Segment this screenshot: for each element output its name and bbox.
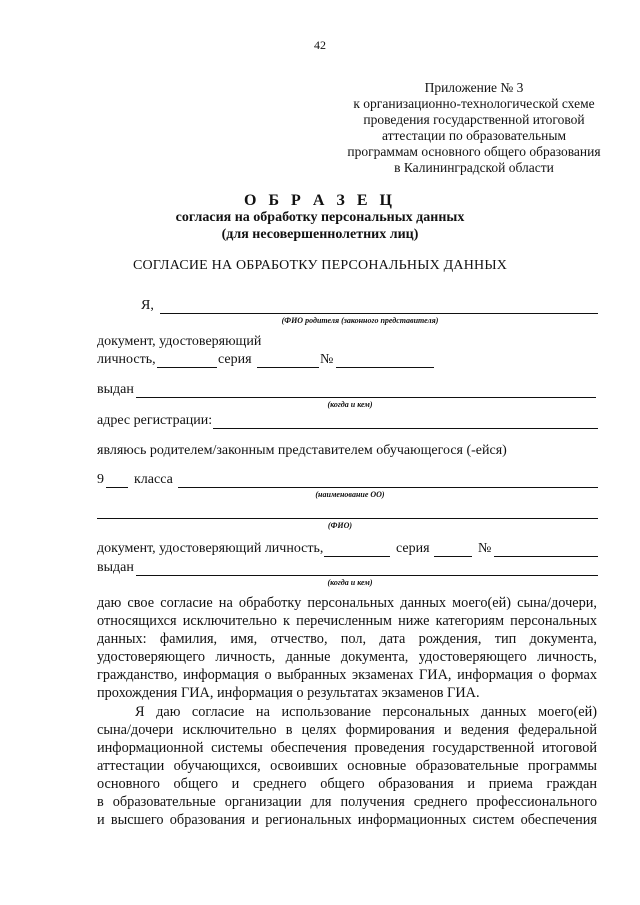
consent-title: СОГЛАСИЕ НА ОБРАБОТКУ ПЕРСОНАЛЬНЫХ ДАННЫХ	[132, 258, 508, 273]
parent-fio-line[interactable]	[160, 313, 598, 314]
student-fio-caption: (ФИО)	[327, 521, 353, 530]
heading-subtitle-minors: (для несовершеннолетних лиц)	[221, 227, 419, 242]
class-label: класса	[134, 472, 173, 487]
appendix-line: проведения государственной итоговой	[363, 112, 585, 127]
seria-label: серия	[218, 352, 252, 367]
student-document-label: документ, удостоверяющий личность,	[97, 541, 324, 556]
school-line[interactable]	[178, 487, 598, 488]
paragraph-line: гражданство, информация о выбранных экзаменах ГИА, информация о формах	[97, 667, 597, 683]
appendix-line: аттестации по образовательным	[381, 128, 567, 143]
student-fio-line[interactable]	[97, 518, 598, 519]
student-issued-label: выдан	[97, 560, 134, 575]
paragraph-line: информационной системы обеспечения проведения государственной итоговой	[97, 740, 597, 756]
document-heading	[0, 192, 640, 243]
appendix-line: в Калининградской области	[394, 160, 554, 175]
issued-label: выдан	[97, 382, 134, 397]
student-document-line[interactable]	[324, 556, 390, 557]
parent-statement: являюсь родителем/законным представителем обучающегося (-ейся)	[97, 443, 507, 458]
issued-caption: (когда и кем)	[327, 400, 373, 409]
paragraph-line: Я даю согласие на использование персональных данных моего(ей)	[135, 704, 597, 720]
paragraph-line: данных: фамилия, имя, отчество, пол, дата рождения, тип документа,	[97, 631, 597, 647]
number-label: №	[320, 352, 334, 367]
paragraph-line: прохождения ГИА, информация о результатах экзаменов ГИА.	[97, 685, 480, 701]
grade-letter-line[interactable]	[106, 487, 128, 488]
paragraph-line: аттестации обучающихся, освоивших основные образовательные программы	[97, 758, 597, 774]
paragraph-line: основного общего и среднего общего образования и приема граждан	[97, 776, 597, 792]
address-line[interactable]	[213, 428, 598, 429]
address-label: адрес регистрации:	[97, 413, 213, 428]
page-number: 42	[314, 38, 326, 52]
student-number-line[interactable]	[494, 556, 598, 557]
paragraph-line: относящихся исключительно к перечисленным ниже категориям персональных	[97, 613, 597, 629]
lichnost-label: личность,	[97, 352, 156, 367]
student-issued-line[interactable]	[136, 575, 598, 576]
parent-fio-caption: (ФИО родителя (законного представителя)	[281, 316, 439, 325]
paragraph-line: в образовательные организации для получения среднего профессионального	[97, 794, 597, 810]
document-label: документ, удостоверяющий	[97, 334, 262, 349]
student-issued-caption: (когда и кем)	[327, 578, 373, 587]
appendix-line: к организационно-технологической схеме	[353, 96, 595, 111]
student-number-label: №	[478, 541, 492, 556]
student-seria-label: серия	[396, 541, 430, 556]
usage-paragraph	[97, 703, 597, 829]
heading-subtitle: согласия на обработку персональных данных	[175, 210, 465, 225]
i-label: Я,	[141, 298, 154, 313]
document-type-line[interactable]	[157, 367, 217, 368]
school-caption: (наименование ОО)	[315, 490, 385, 499]
grade-prefix: 9	[97, 472, 104, 487]
appendix-line: программам основного общего образования	[347, 144, 601, 159]
appendix-line: Приложение № 3	[424, 80, 524, 95]
appendix-block	[340, 80, 608, 176]
student-seria-line[interactable]	[434, 556, 472, 557]
paragraph-line: сына/дочери исключительно в целях формирования и ведения федеральной	[97, 722, 597, 738]
paragraph-line: удостоверяющего личность, данные документа, удостоверяющего личность,	[97, 649, 597, 665]
seria-line[interactable]	[257, 367, 319, 368]
paragraph-line: даю свое согласие на обработку персональных данных моего(ей) сына/дочери,	[97, 595, 597, 611]
issued-line[interactable]	[136, 397, 596, 398]
consent-paragraph	[97, 594, 597, 702]
paragraph-line: и высшего образования и региональных информационных систем обеспечения	[97, 812, 597, 828]
heading-title: О Б Р А З Е Ц	[244, 192, 396, 209]
number-line[interactable]	[336, 367, 434, 368]
